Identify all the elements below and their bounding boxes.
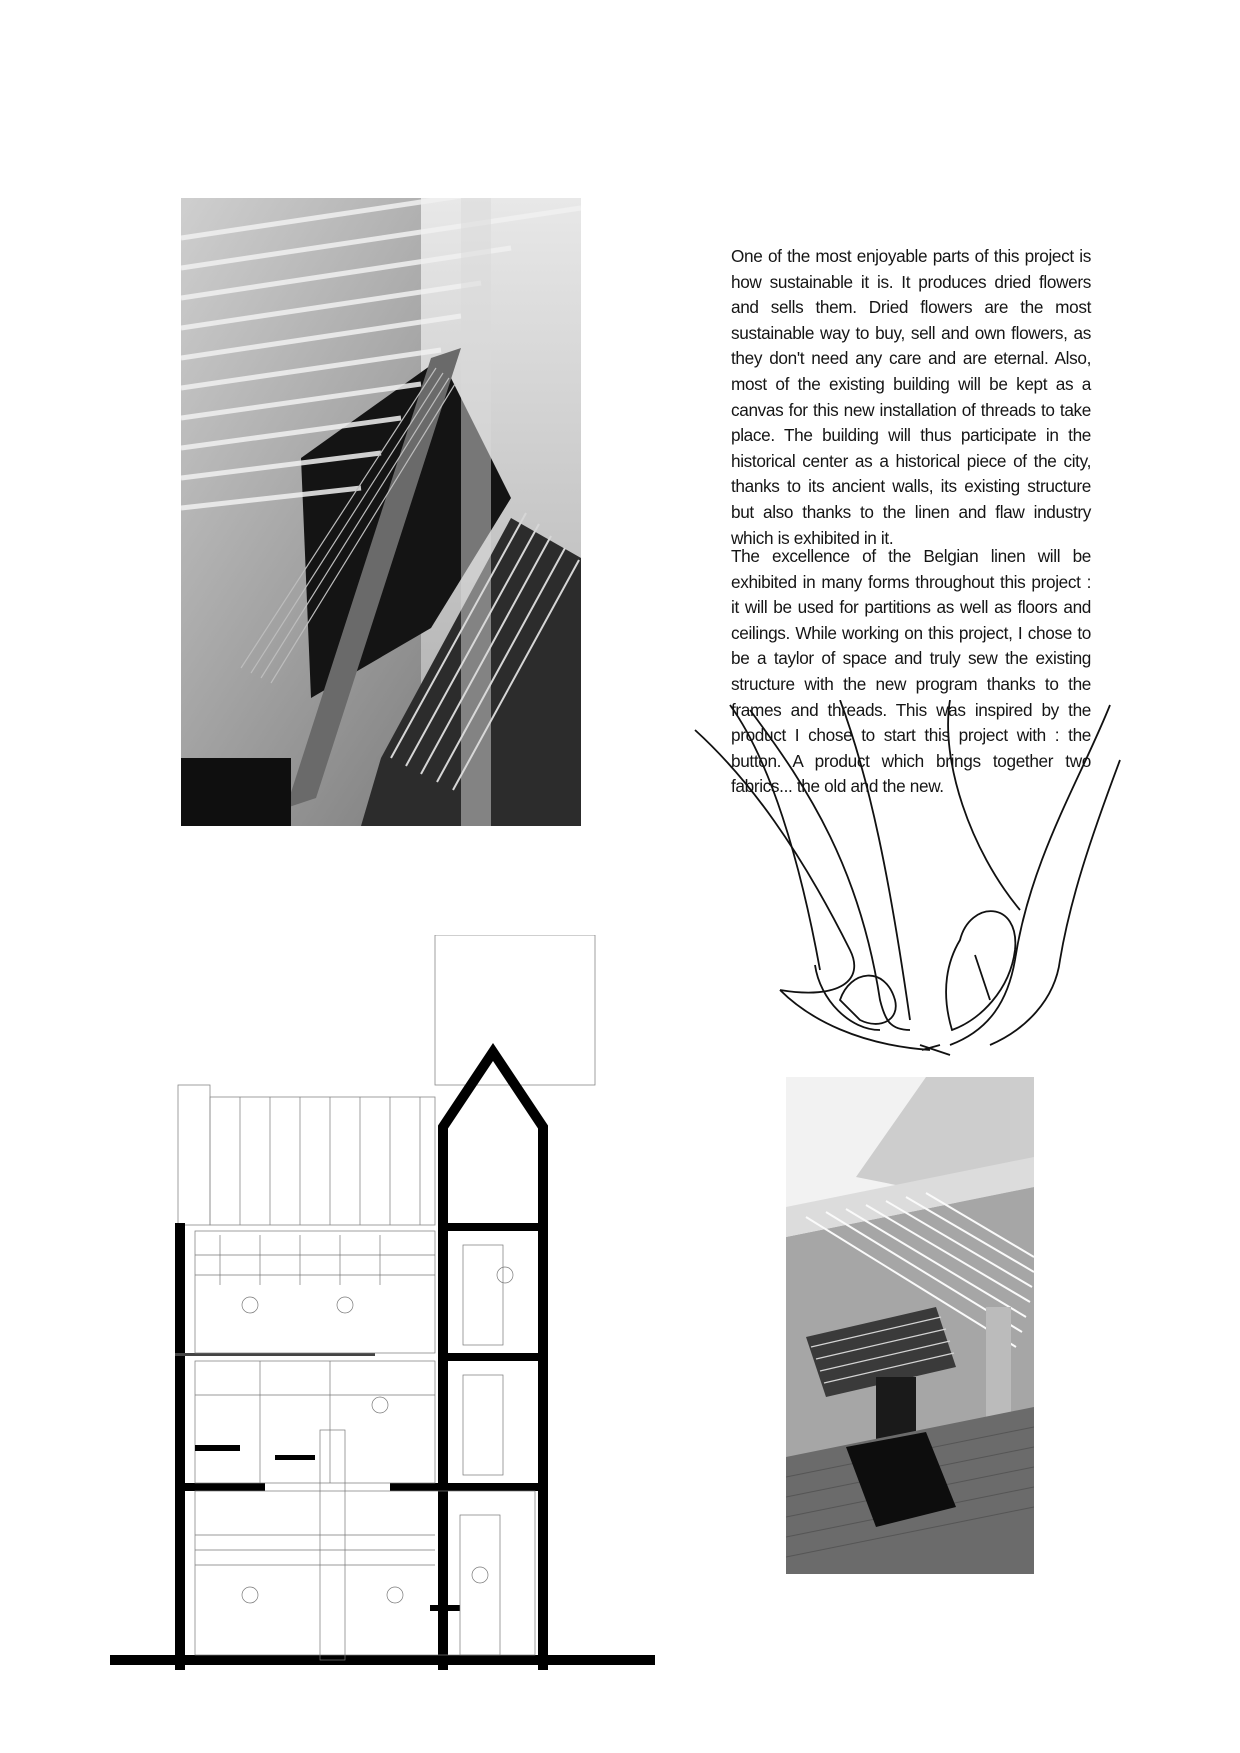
body-paragraph-belgian-linen: The excellence of the Belgian linen will be exhibited in many forms throughout this project : it will be used for partitions as well as floors and ceilings. While working on this project, I chose to be a taylor of space and truly sew the existing structure with the new program thanks to the frames and threads. This was inspired by the product I chose to start this project with : the button. A product which brings together two fabrics... the old and the new. (731, 546, 1091, 797)
stair-model-photo (181, 198, 581, 826)
roof-model-photo (786, 1077, 1034, 1574)
hands-threading-drawing (690, 700, 1130, 1070)
building-section-drawing (110, 935, 655, 1670)
body-paragraph-sustainability: One of the most enjoyable parts of this project is how sustainable it is. It produces dried flowers and sells them. Dried flowers are the most sustainable way to buy, sell and own flowers, as they don't need any care and are eternal. Also, most of the existing building will be kept as a canvas for this new installation of threads to take place. The building will thus participate in the historical center as a historical piece of the city, thanks to its ancient walls, its existing structure but also thanks to the linen and flaw industry which is exhibited in it. (731, 246, 1091, 548)
